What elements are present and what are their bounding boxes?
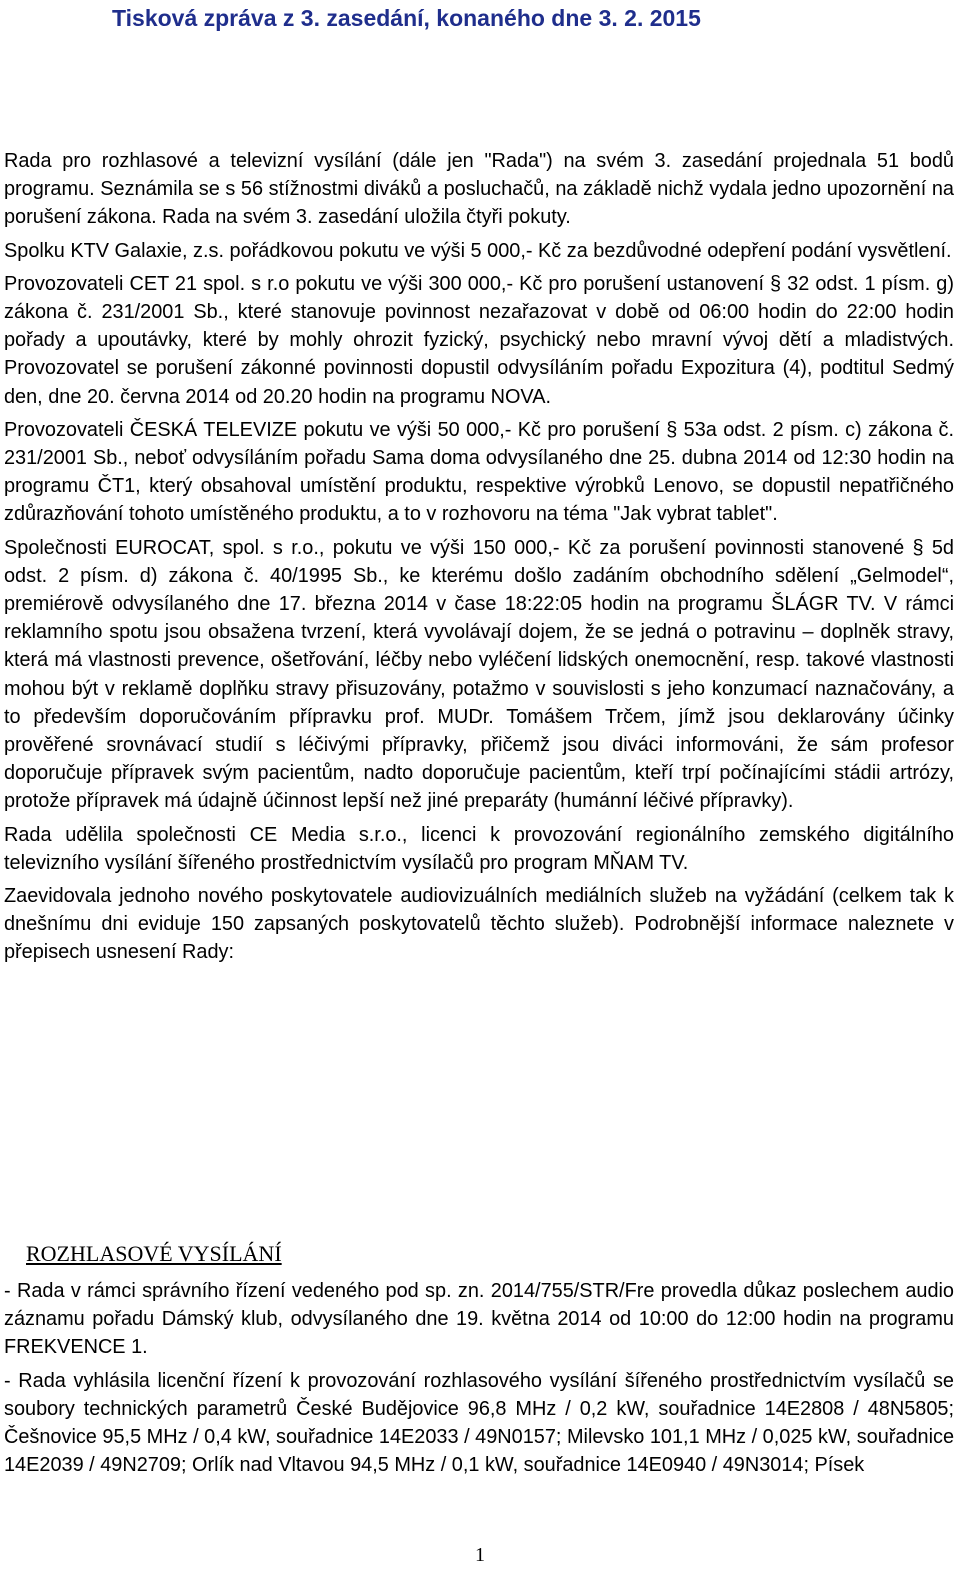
registration-paragraph: Zaevidovala jednoho nového poskytovatele audiovizuálních mediálních služeb na vyžádání (celkem tak k dnešnímu dni eviduje 150 zapsaných poskytovatelů těchto služeb). Podrobnější informace naleznete v přepisech usnesení Rady: — [4, 885, 954, 964]
section-heading-radio: ROZHLASOVÉ VYSÍLÁNÍ — [26, 1241, 282, 1266]
press-release-body — [4, 147, 954, 972]
radio-section-body — [4, 1277, 954, 1484]
radio-item: - Rada vyhlásila licenční řízení k provozování rozhlasového vysílání šířeného prostřednictvím vysílačů se soubory technických parametrů České Budějovice 96,8 MHz / 0,2 kW, souřadnice 14E2808 / 48N5805; Češnovice 95,5 MHz / 0,4 kW, souřadnice 14E2033 / 49N0157; Milevsko 101,1 MHz / 0,025 kW, souřadnice 14E2039 / 49N2709; Orlík nad Vltavou 94,5 MHz / 0,1 kW, souřadnice 14E0940 / 49N3014; Písek — [4, 1369, 954, 1477]
intro-paragraph: Rada pro rozhlasové a televizní vysílání (dále jen "Rada") na svém 3. zasedání projednala 51 bodů programu. Seznámila se s 56 stížnostmi diváků a posluchačů, na základě nichž vydala jedno upozornění na porušení zákona. Rada na svém 3. zasedání uložila čtyři pokuty. — [4, 150, 954, 229]
page-title: Tisková zpráva z 3. zasedání, konaného dne 3. 2. 2015 — [112, 5, 701, 31]
fine-paragraph-ktv-galaxie: Spolku KTV Galaxie, z.s. pořádkovou pokutu ve výši 5 000,- Kč za bezdůvodné odepření podání vysvětlení. — [4, 239, 952, 262]
page-number: 1 — [475, 1544, 485, 1566]
licence-paragraph: Rada udělila společnosti CE Media s.r.o., licenci k provozování regionálního zemského digitálního televizního vysílání šířeného prostřednictvím vysílačů pro program MŇAM TV. — [4, 823, 954, 874]
fine-paragraph-cet21: Provozovateli CET 21 spol. s r.o pokutu ve výši 300 000,- Kč pro porušení ustanovení § 32 odst. 1 písm. g) zákona č. 231/2001 Sb., které stanovuje povinnost nezařazovat v době od 06:00 hodin do 22:00 hodin pořady a upoutávky, které by mohly ohrozit fyzický, psychický nebo mravní vývoj dětí a mladistvých. Provozovatel se porušení zákonné povinnosti dopustil odvysíláním pořadu Expozitura (4), podtitul Sedmý den, dne 20. června 2014 od 20.20 hodin na programu NOVA. — [4, 272, 954, 408]
fine-paragraph-ceska-televize: Provozovateli ČESKÁ TELEVIZE pokutu ve výši 50 000,- Kč pro porušení § 53a odst. 2 písm. c) zákona č. 231/2001 Sb., neboť odvysíláním pořadu Sama doma odvysílaného dne 25. dubna 2014 od 12:30 hodin na programu ČT1, který obsahoval umístění produktu, respektive výrobků Lenovo, se dopustil nepatřičného zdůrazňování tohoto umístěného produktu, a to v rozhovoru na téma "Jak vybrat tablet". — [4, 418, 954, 526]
radio-item: - Rada v rámci správního řízení vedeného pod sp. zn. 2014/755/STR/Fre provedla důkaz poslechem audio záznamu pořadu Dámský klub, odvysílaného dne 19. května 2014 od 10:00 do 12:00 hodin na programu FREKVENCE 1. — [4, 1280, 954, 1359]
fine-paragraph-eurocat: Společnosti EUROCAT, spol. s r.o., pokutu ve výši 150 000,- Kč za porušení povinnosti stanovené § 5d odst. 2 písm. d) zákona č. 40/1995 Sb., ke kterému došlo zadáním obchodního sdělení „Gelmodel“, premiérově odvysílaného dne 17. března 2014 v čase 18:22:05 hodin na programu ŠLÁGR TV. V rámci reklamního spotu jsou obsažena tvrzení, která vyvolávají dojem, že se jedná o potravinu – doplněk stravy, která má vlastnosti prevence, ošetřování, léčby nebo vyléčení lidských onemocnění, resp. takové vlastnosti mohou být v reklamě doplňku stravy přisuzovány, potažmo v souvislosti s jeho konzumací naznačovány, a to především doporučováním přípravku prof. MUDr. Tomášem Trčem, jímž jsou deklarovány účinky prověřené srovnávací studií s léčivými přípravky, přičemž jsou diváci informováni, že sám profesor doporučuje přípravek svým pacientům, nadto doporučuje pacientům, kteří trpí počínajícími stádii artrózy, protože přípravek má údajně účinnost lepší než jiné preparáty (humánní léčivé přípravky). — [4, 536, 954, 813]
